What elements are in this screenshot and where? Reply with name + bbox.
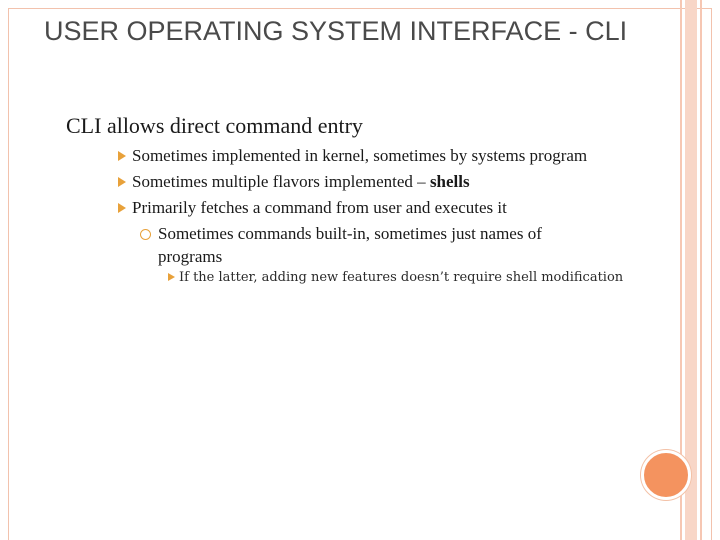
bullet-level4 xyxy=(168,269,623,287)
small-arrow-bullet-icon xyxy=(168,273,175,281)
arrow-bullet-icon xyxy=(118,203,126,213)
arrow-bullet-icon xyxy=(118,151,126,161)
bullet-level2 xyxy=(118,196,507,219)
bullet-level3-text: Sometimes commands built-in, sometimes just names of programs xyxy=(158,224,542,266)
arrow-bullet-icon xyxy=(118,177,126,187)
bullet-level2 xyxy=(118,144,587,167)
bullet-level2-bold: shells xyxy=(429,172,470,191)
bullet-level2-text: Sometimes multiple flavors implemented – xyxy=(132,172,430,191)
decor-stripe xyxy=(700,0,702,540)
ring-bullet-icon xyxy=(140,229,151,240)
bullet-level2-text: Primarily fetches a command from user and executes it xyxy=(132,198,507,217)
bullet-level2 xyxy=(118,170,470,193)
bullet-level4-text: If the latter, adding new features doesn’t require shell modification xyxy=(179,270,624,285)
bullet-level1-text: CLI allows direct command entry xyxy=(66,113,363,138)
bullet-level3 xyxy=(140,222,600,268)
bullet-level2-text: Sometimes implemented in kernel, sometimes by systems program xyxy=(132,146,588,165)
decor-stripe xyxy=(685,0,697,540)
bullet-level1 xyxy=(66,112,363,140)
decor-circle xyxy=(641,450,691,500)
slide-title: USER OPERATING SYSTEM INTERFACE - CLI xyxy=(44,16,628,46)
